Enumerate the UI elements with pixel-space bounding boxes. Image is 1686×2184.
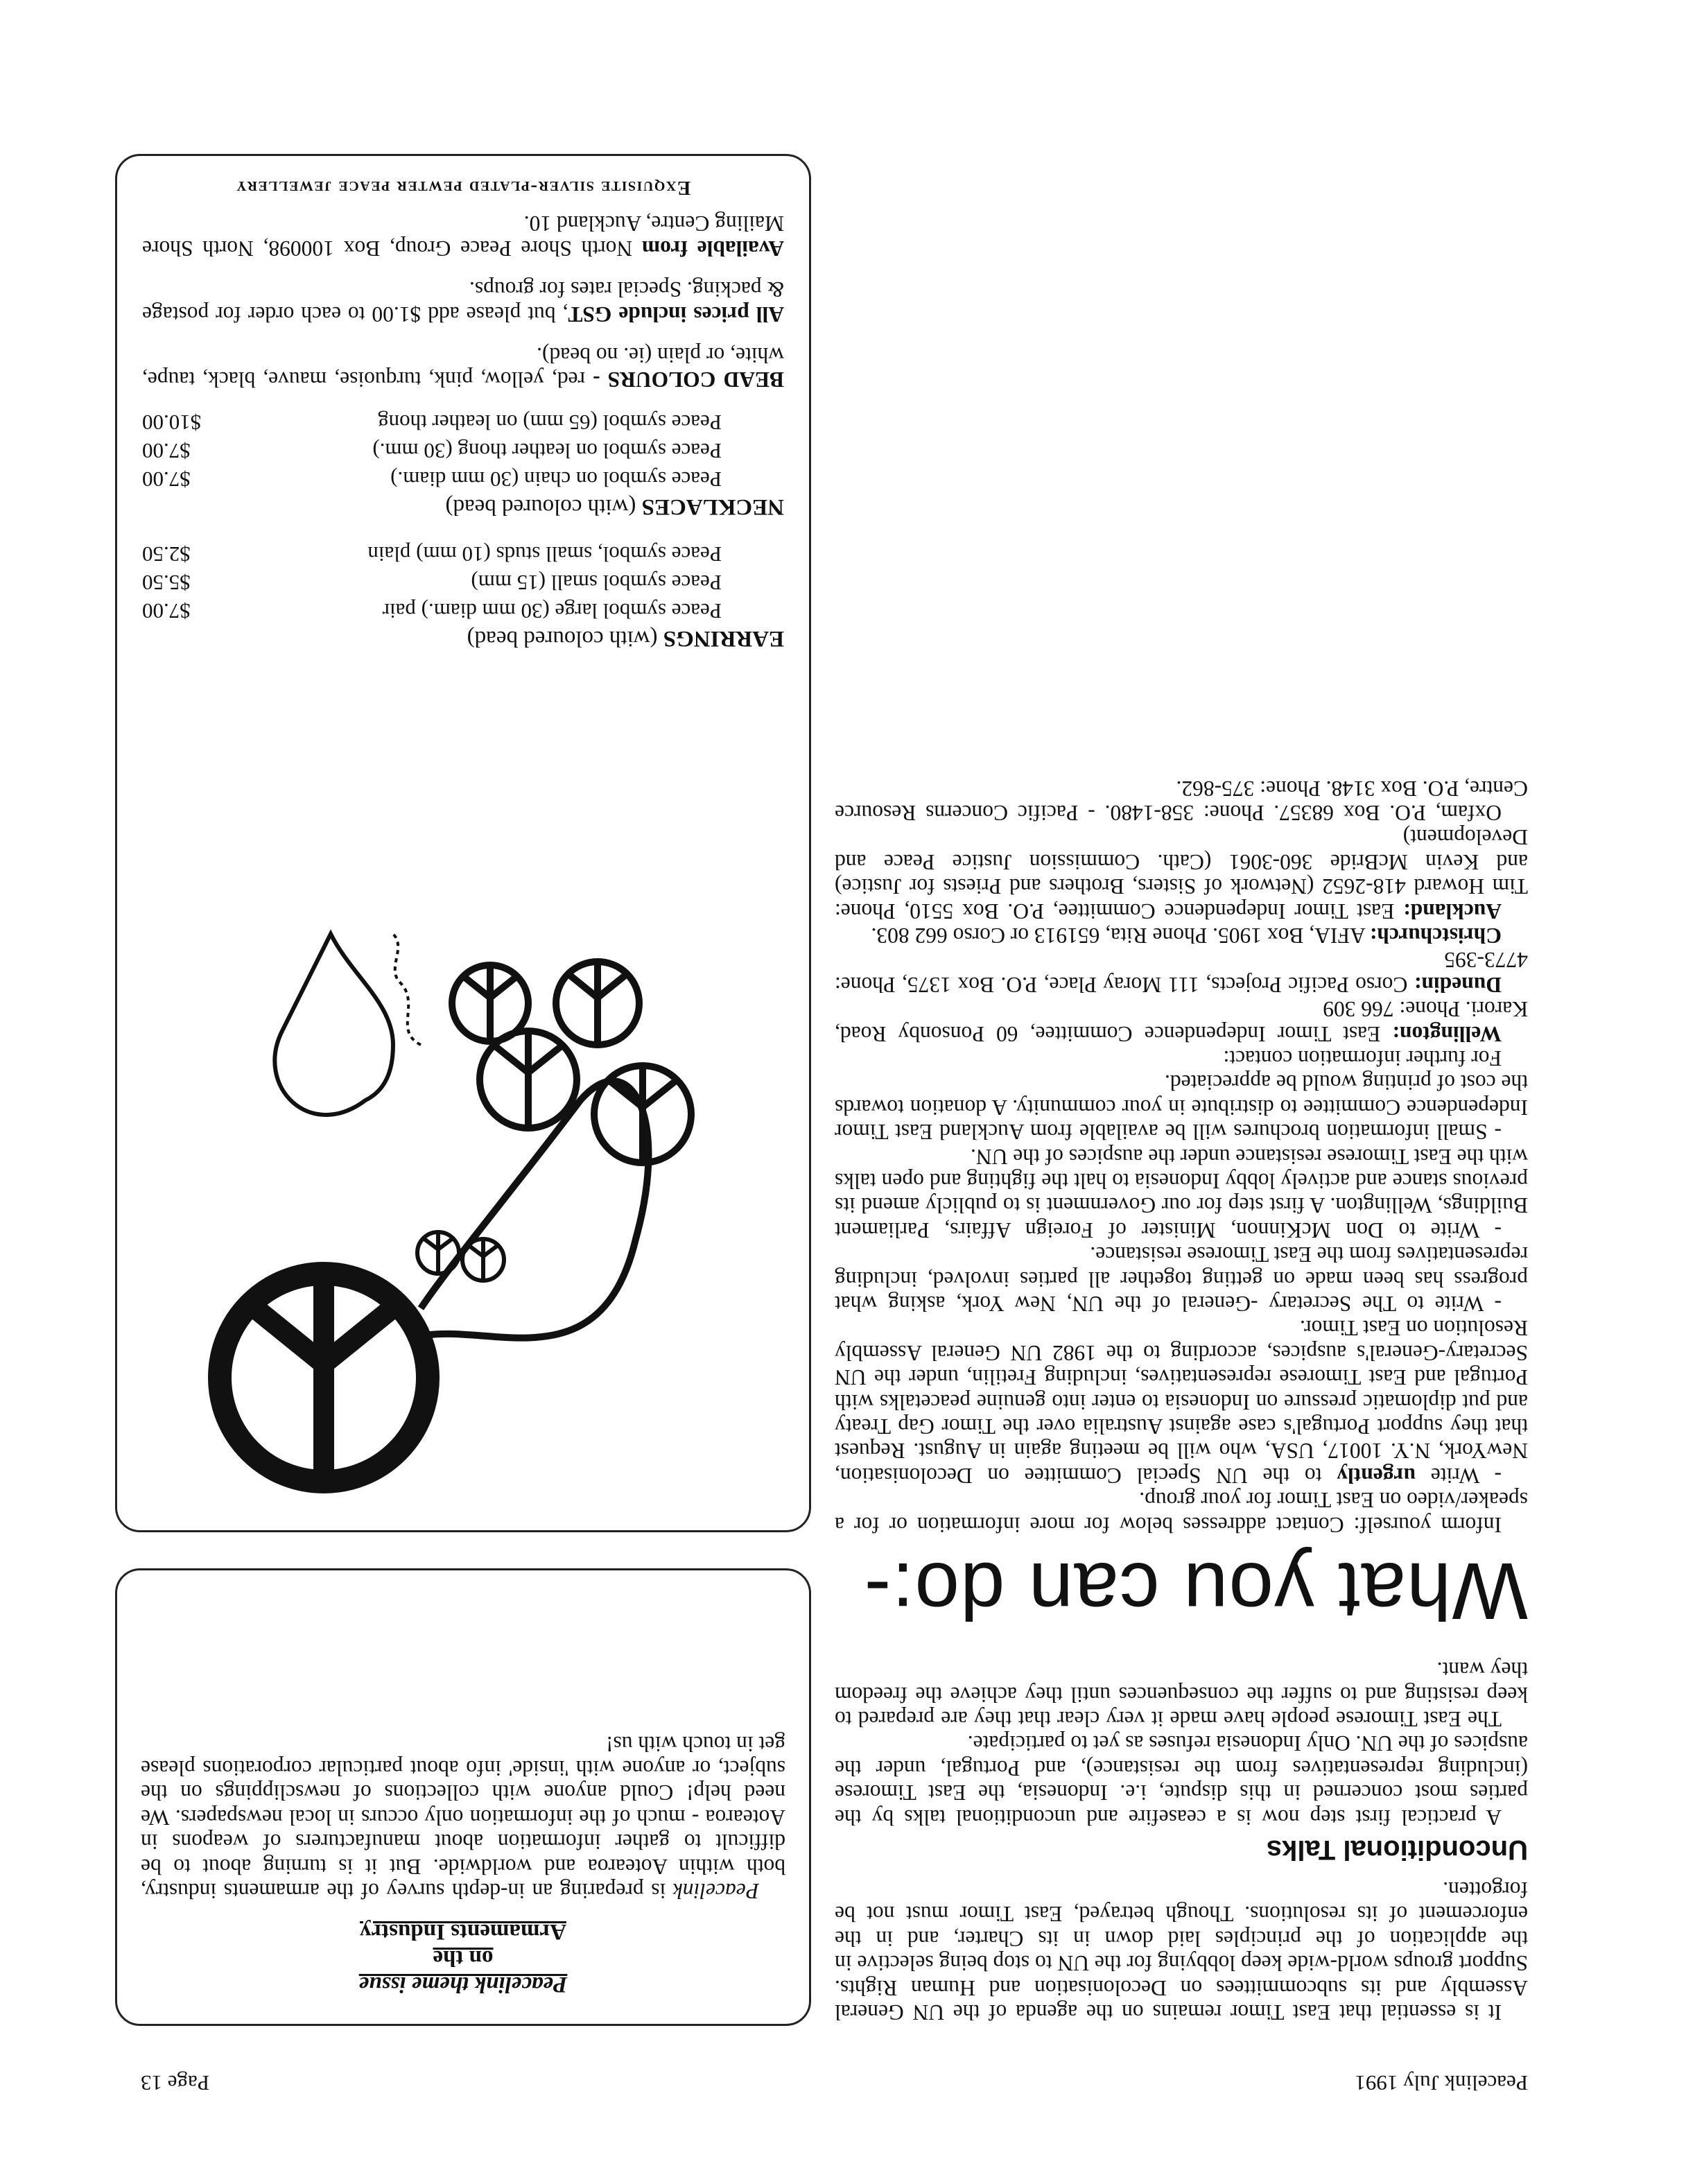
what-you-can-do-heading: What you can do:- <box>863 1545 1528 1636</box>
bead-colours: BEAD COLOURS - red, yellow, pink, turquoise, mauve, black, taupe, white, or plain (ie. no bead). <box>142 343 784 392</box>
contact-christchurch: Christchurch: AFIA, Box 1905. Phone Rita, 651913 or Corso 662 803. <box>871 923 1502 948</box>
east-timor-article <box>835 776 1528 2025</box>
unconditional-talks-heading: Unconditional Talks <box>1266 1834 1528 1865</box>
action-brochures: - Small information brochures will be available from Auckland East Timor Independence Committee to distribute in your community. A donation towards the cost of printing would be appreciated. <box>835 1071 1528 1145</box>
action-write-secretary-general: - Write to The Secretary -General of the UN, New York, asking what progress has been made on getting together all parties involved, including representatives from the East Timorese resistance. <box>835 1242 1528 1317</box>
talks-paragraph-1: A practical first step now is a ceasefire and unconditional talks by the parties most concerned in this dispute, i.e. Indonesia, the East Timorese (including representatives from the resistance), and Portugal, under the auspices of the UN. Only Indonesia refuses as yet to participate. <box>835 1731 1528 1830</box>
leather-thong-icon <box>421 1081 648 1338</box>
heart-pendant-icon <box>275 934 393 1115</box>
gst-note: All prices include GST, but please add $1.00 to each order for postage & packing. Special rates for groups. <box>141 277 784 327</box>
small-peace-earring-icon <box>462 1239 504 1281</box>
page-header-left: Peacelink July 1991 <box>1355 2071 1528 2095</box>
action-write-mckinnon: - Write to Don McKinnon, Minister of Foreign Affairs, Parliament Buildings, Wellington. A first step for our Government is to publicly amend its previous stance and actively lobby Indonesia to halt the fighting and open talks with the East Timorese resistance under the auspices of the UN. <box>835 1144 1528 1242</box>
jewellery-box <box>115 154 811 1532</box>
earrings-item-2: Peace symbol small (15 mm) $5.50 <box>142 571 722 596</box>
theme-issue-box <box>115 1568 811 2026</box>
jewellery-title: Exquisite silver-plated pewter peace jewellery <box>235 177 691 199</box>
large-peace-pendant-icon <box>220 1274 428 1482</box>
necklaces-item-3: Peace symbol (65 mm) on leather thong $10.00 <box>142 410 722 435</box>
article-intro: It is essential that East Timor remains on the agenda of the UN General Assembly and its subcommittees on Decolonisation and Human Rights. Support groups world-wide keep lobbying for the UN to stop being selective in the application of the principles laid down in its Charter, and in the enforcement of its resolutions. Though betrayed, East Timor must not be forgotten. <box>835 1877 1528 2025</box>
contact-oxfam-pcrc: Oxfam, P.O. Box 68357. Phone: 358-1480. - Pacific Concerns Resource Centre, P.O. Box 3148. Phone: 375-862. <box>835 776 1528 825</box>
theme-issue-title: Peacelink theme issue on the Armaments Industry <box>358 1919 568 1997</box>
availability: Available from North Shore Peace Group, Box 100098, North Shore Mailing Centre, Auckland 10. <box>142 211 784 261</box>
medium-peace-earring-icon <box>556 962 639 1045</box>
jewellery-price-list <box>142 211 784 672</box>
medium-peace-earring-icon <box>452 965 528 1041</box>
necklaces-item-1: Peace symbol on chain (30 mm diam.) $7.00 <box>142 467 722 492</box>
necklaces-item-2: Peace symbol on leather thong (30 mm.) $7.00 <box>142 439 722 464</box>
talks-paragraph-2: The East Timorese people have made it very clear that they are prepared to keep resisting and to suffer the consequences until they achieve the freedom they want. <box>835 1658 1528 1731</box>
necklaces-heading: NECKLACES (with coloured bead) <box>445 494 784 520</box>
contact-auckland: Auckland: East Timor Independence Committee, P.O. Box 5510, Phone: Tim Howard 418-2652 (Network of Sisters, Brothers and Priests for Justice) and Kevin McBride 360-3061 (Cath. Commission Justice Peace and Development) <box>835 825 1528 924</box>
peace-jewellery-illustration <box>113 906 809 1530</box>
earrings-heading: EARRINGS (with coloured bead) <box>467 626 784 652</box>
contact-dunedin: Dunedin: Corso Pacific Projects, 111 Moray Place, P.O. Box 1375, Phone: 4773-395 <box>835 948 1528 997</box>
contact-wellington: Wellington: East Timor Independence Committee, 60 Ponsonby Road, Karori. Phone: 766 309 <box>835 997 1528 1046</box>
medium-peace-earring-icon <box>480 1031 577 1128</box>
theme-issue-body: Peacelink is preparing an in-depth survey of the armaments industry, both within Aotearoa and worldwide. But it is turning about to be difficult to gather information about manufacturers of weapons in Aotearoa - much of the information only occurs in local newspapers. We need help! Could anyone with collections of newsclippings on the subject, or anyone with 'inside' info about particular corporations please get in touch with us! <box>141 1731 785 1903</box>
page-header-right: Page 13 <box>140 2071 209 2095</box>
medium-peace-earring-icon <box>594 1066 691 1163</box>
action-write-un-committee: - Write urgently to the UN Special Committee on Decolonisation, NewYork, N.Y. 10017, USA, who will be meeting again in August. Request that they support Portugal's case against Australia over the Timor Gap Treaty and put diplomatic pressure on Indonesia to enter into genuine peacetalks with Portugal and East Timorese representatives, including Fretilin, under the UN Secretary-General's auspices, according to the 1982 UN General Assembly Resolution on East Timor. <box>835 1316 1528 1488</box>
small-peace-earring-icon <box>417 1232 459 1274</box>
earrings-item-3: Peace symbol, small studs (10 mm) plain $2.50 <box>142 542 722 567</box>
chain-icon <box>393 934 421 1045</box>
earrings-item-1: Peace symbol large (30 mm diam.) pair $7.00 <box>142 599 722 624</box>
inform-yourself-paragraph: Inform yourself: Contact addresses below for more information or for a speaker/video on East Timor for your group. <box>835 1488 1528 1537</box>
further-info-label: For further information contact: <box>1223 1046 1502 1071</box>
